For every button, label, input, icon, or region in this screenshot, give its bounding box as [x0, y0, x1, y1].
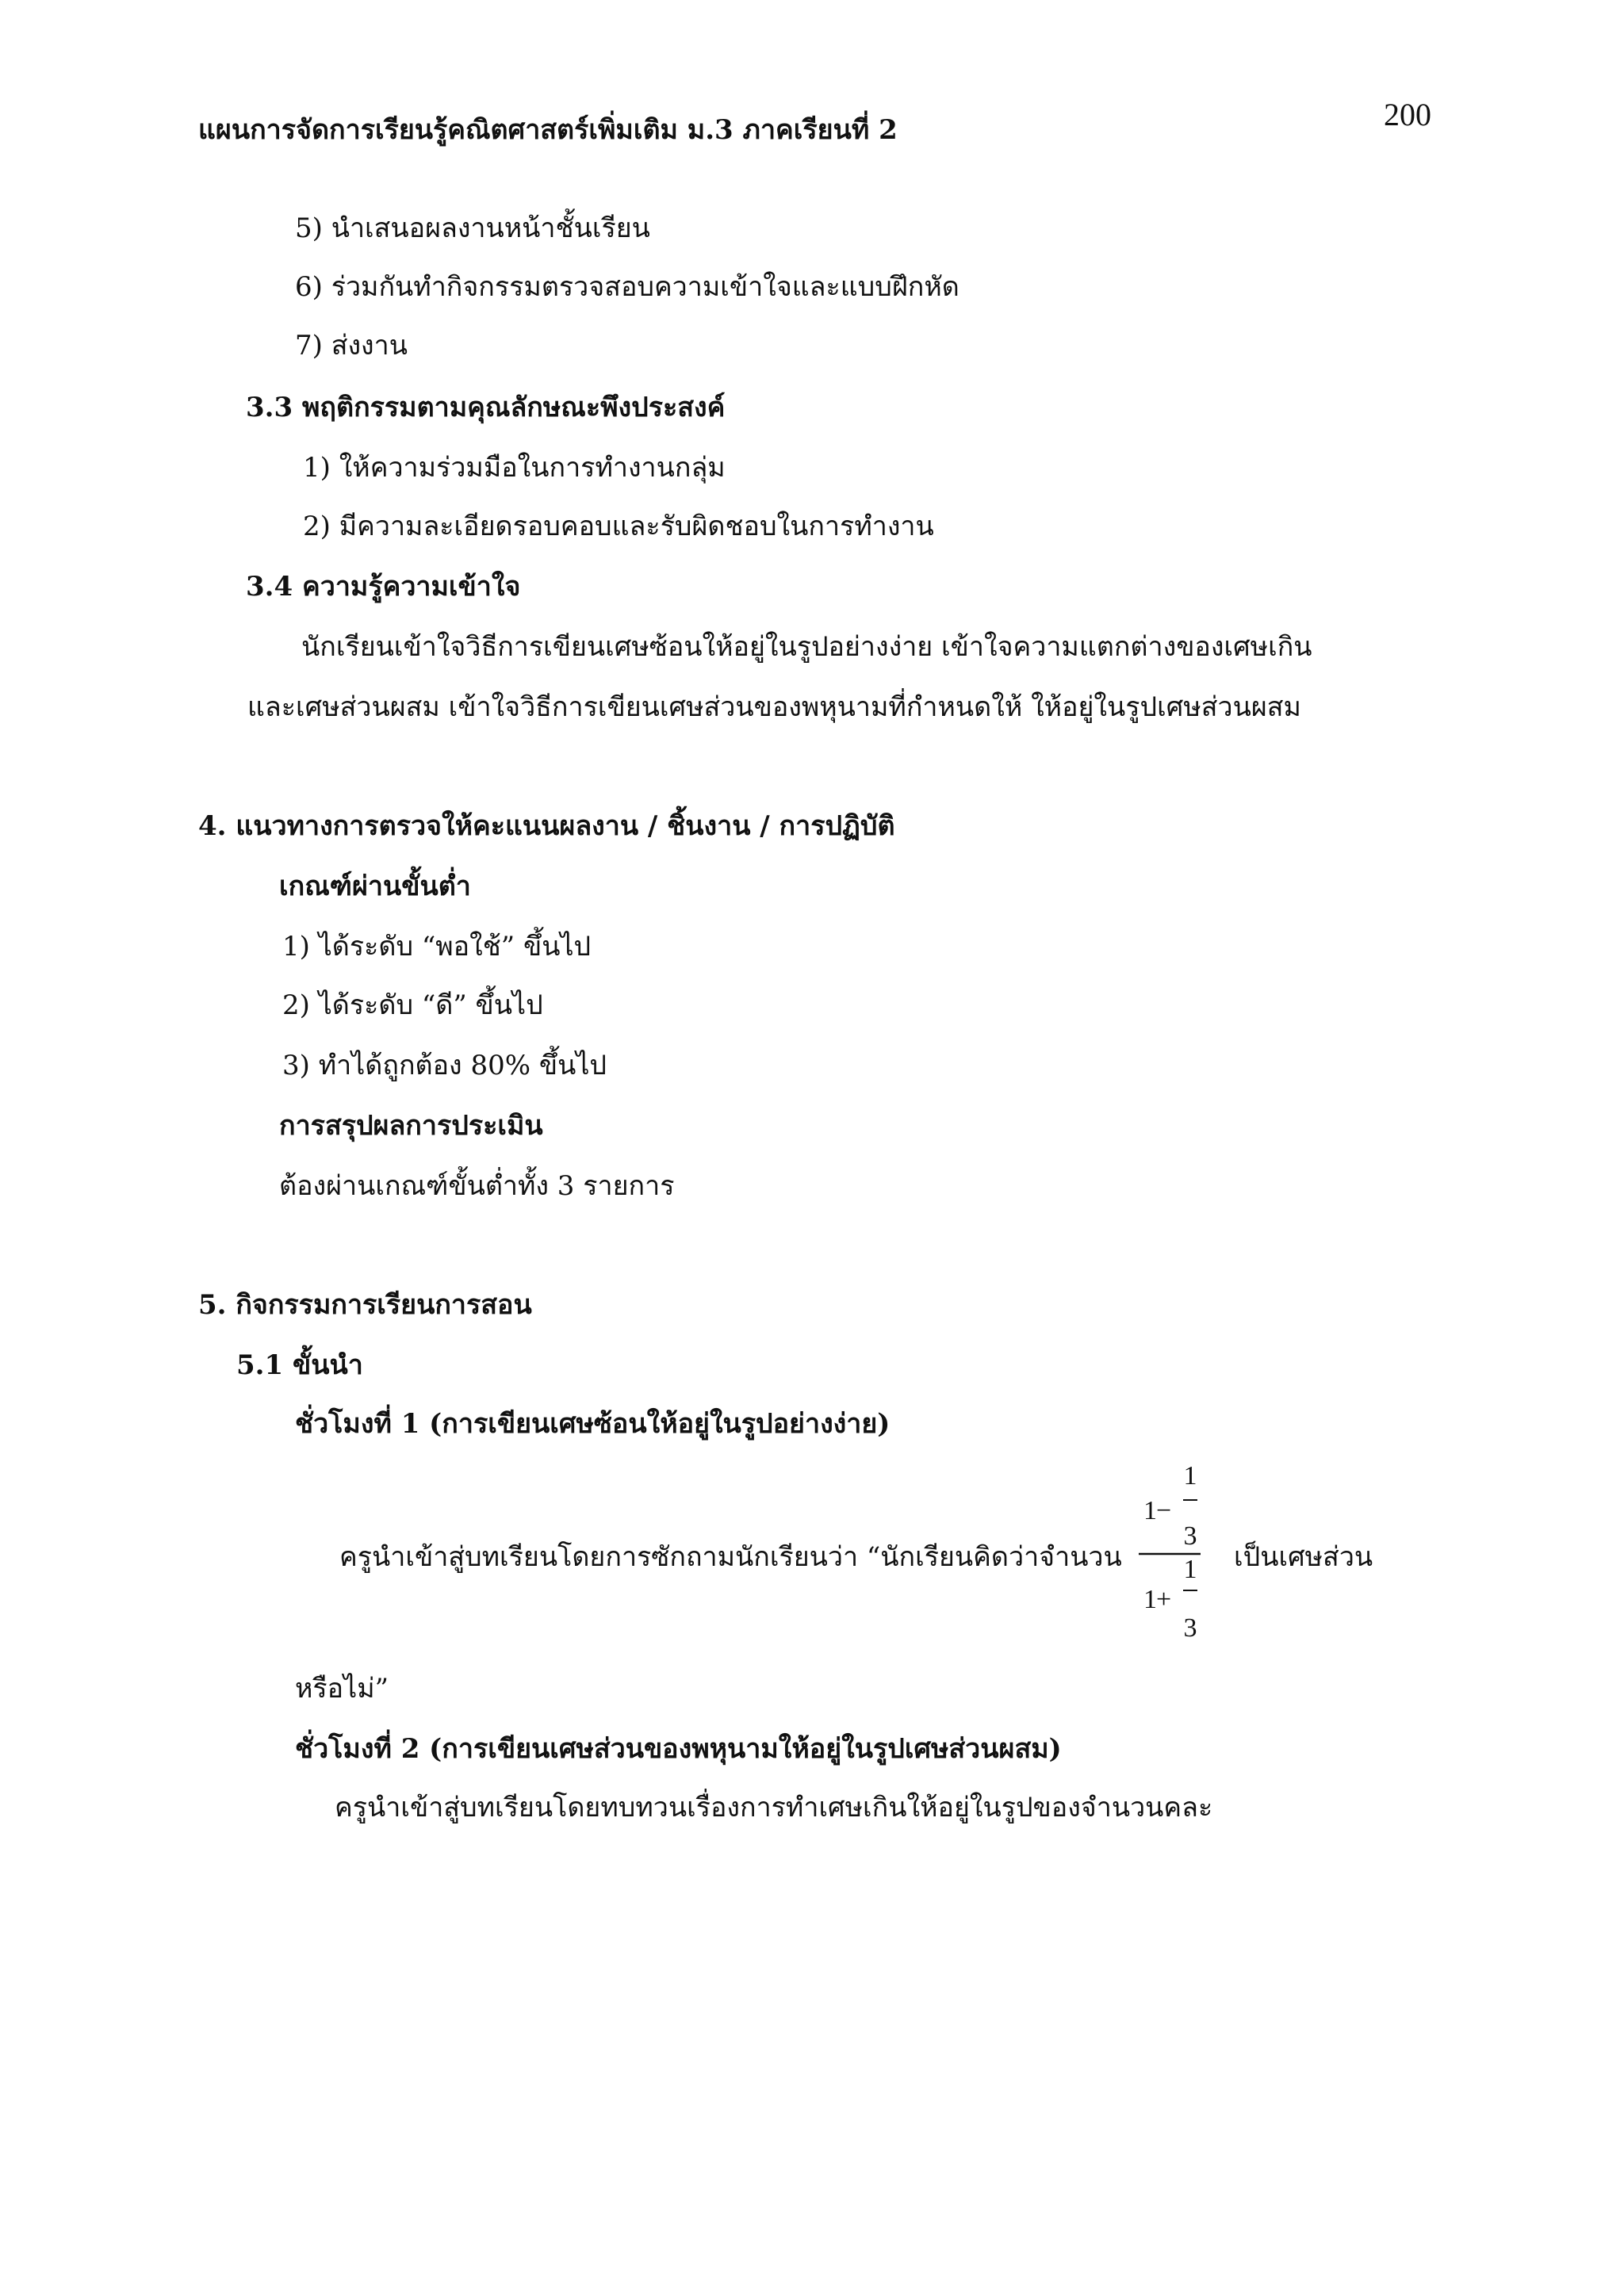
section-3-4-paragraph-line-2: และเศษส่วนผสม เข้าใจวิธีการเขียนเศษส่วนของพหุนามที่กำหนดให้ ให้อยู่ในรูปเศษส่วนผสม [247, 691, 1301, 723]
hour-2-text: ครูนำเข้าสู่บทเรียนโดยทบทวนเรื่องการทำเศษเกินให้อยู่ในรูปของจำนวนคละ [335, 1792, 1213, 1823]
denominator-fraction-top: 1 [1183, 1555, 1197, 1584]
criteria-item-3: 3) ทำได้ถูกต้อง 80% ขึ้นไป [282, 1050, 607, 1081]
section-4-heading: 4. แนวทางการตรวจให้คะแนนผลงาน / ชิ้นงาน / การปฏิบัติ [198, 810, 895, 842]
numerator-fraction-top: 1 [1183, 1461, 1197, 1490]
complex-fraction [1132, 1452, 1205, 1652]
hour-2-heading: ชั่วโมงที่ 2 (การเขียนเศษส่วนของพหุนามให้อยู่ในรูปเศษส่วนผสม) [295, 1733, 1062, 1765]
hour-1-heading: ชั่วโมงที่ 1 (การเขียนเศษซ้อนให้อยู่ในรูปอย่างง่าย) [295, 1408, 891, 1440]
summary-text: ต้องผ่านเกณฑ์ขั้นต่ำทั้ง 3 รายการ [279, 1170, 675, 1202]
hour-1-text-after: เป็นเศษส่วน [1234, 1541, 1373, 1573]
section-3-3-item-1: 1) ให้ความร่วมมือในการทำงานกลุ่ม [303, 452, 726, 484]
summary-heading: การสรุปผลการประเมิน [279, 1110, 543, 1142]
criteria-heading: เกณฑ์ผ่านขั้นต่ำ [279, 871, 471, 902]
page-number: 200 [1384, 97, 1431, 132]
section-3-4-paragraph-line-1: นักเรียนเข้าใจวิธีการเขียนเศษซ้อนให้อยู่ในรูปอย่างง่าย เข้าใจความแตกต่างของเศษเกิน [301, 631, 1312, 663]
section-3-3-heading: 3.3 พฤติกรรมตามคุณลักษณะพึงประสงค์ [246, 392, 726, 423]
page-header-title: แผนการจัดการเรียนรู้คณิตศาสตร์เพิ่มเติม ม.3 ภาคเรียนที่ 2 [198, 114, 898, 146]
criteria-item-1: 1) ได้ระดับ “พอใช้” ขึ้นไป [282, 931, 592, 962]
section-3-4-heading: 3.4 ความรู้ความเข้าใจ [246, 571, 521, 603]
step-item-5: 5) นำเสนอผลงานหน้าชั้นเรียน [295, 212, 650, 244]
section-5-1-heading: 5.1 ขั้นนำ [236, 1349, 363, 1381]
numerator-fraction-bottom: 3 [1183, 1521, 1197, 1551]
denominator-plus: + [1156, 1585, 1172, 1614]
hour-1-text-before: ครูนำเข้าสู่บทเรียนโดยการซักถามนักเรียนว่า “นักเรียนคิดว่าจำนวน [339, 1541, 1122, 1573]
hour-1-text-end: หรือไม่” [295, 1673, 389, 1705]
criteria-item-2: 2) ได้ระดับ “ดี” ขึ้นไป [282, 989, 543, 1021]
numerator-whole: 1 [1143, 1496, 1157, 1525]
section-3-3-item-2: 2) มีความละเอียดรอบคอบและรับผิดชอบในการทำงาน [303, 511, 934, 542]
step-item-6: 6) ร่วมกันทำกิจกรรมตรวจสอบความเข้าใจและแบบฝึกหัด [295, 271, 959, 303]
numerator-minus: − [1156, 1496, 1172, 1525]
denominator-fraction-bottom: 3 [1183, 1613, 1197, 1643]
section-5-heading: 5. กิจกรรมการเรียนการสอน [198, 1289, 532, 1321]
step-item-7: 7) ส่งงาน [295, 330, 408, 362]
denominator-whole: 1 [1143, 1585, 1157, 1614]
